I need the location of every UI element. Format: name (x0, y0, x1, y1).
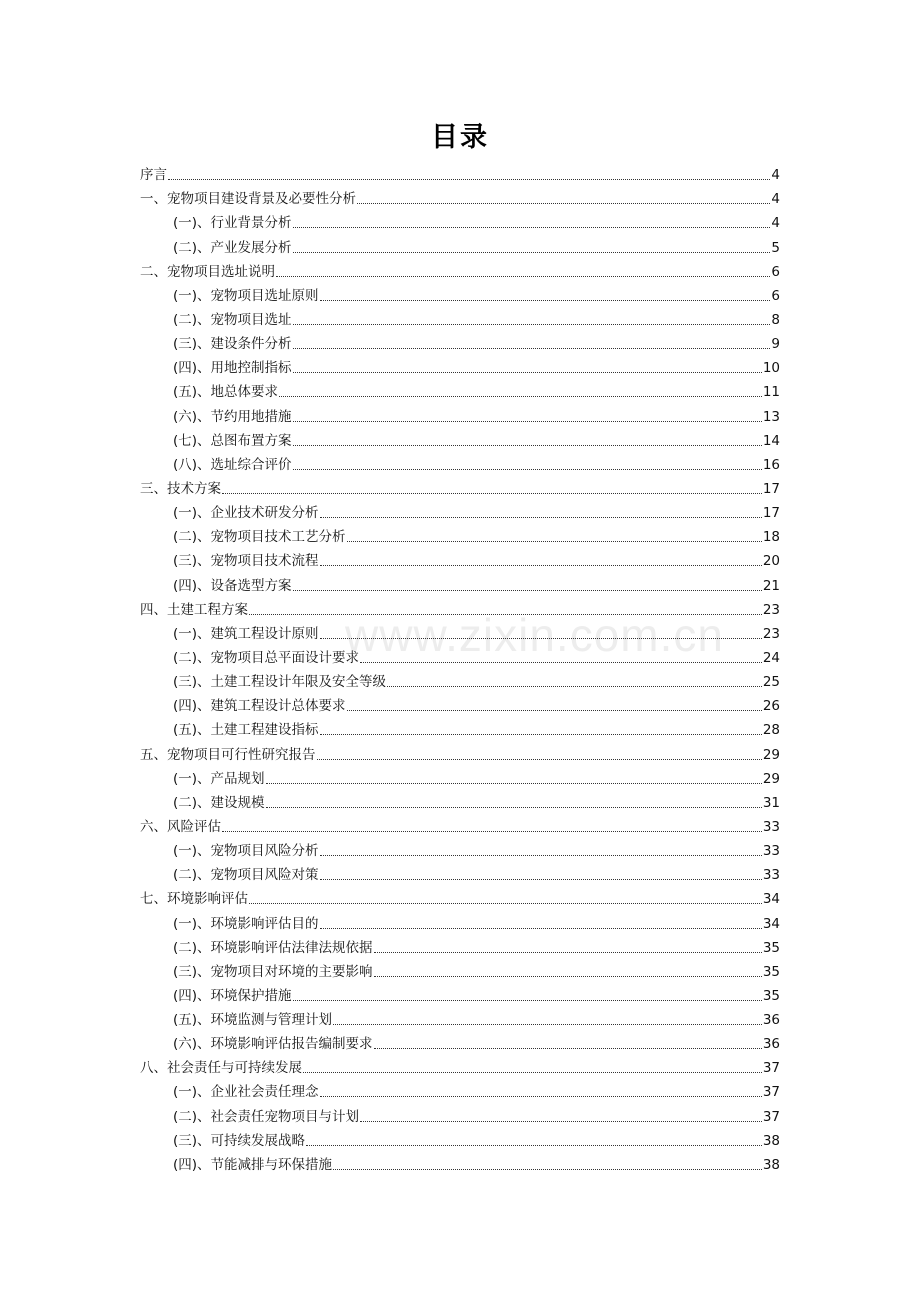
toc-subentry[interactable] (140, 1005, 780, 1029)
toc-subentry[interactable] (140, 546, 780, 570)
toc-subentry[interactable] (140, 933, 780, 957)
page-title: 目录 (431, 122, 489, 153)
toc-dot-leader (320, 843, 762, 856)
toc-page-number: 10 (762, 360, 780, 377)
toc-dot-leader (320, 288, 771, 301)
toc-dot-leader (293, 409, 762, 422)
toc-subentry[interactable] (140, 715, 780, 739)
toc-entry-label: 七、环境影响评估 (140, 891, 248, 908)
toc-page-number: 33 (762, 867, 780, 884)
toc-subentry[interactable] (140, 522, 780, 546)
toc-subentry[interactable] (140, 281, 780, 305)
toc-dot-leader (374, 964, 762, 977)
toc-subentry[interactable] (140, 570, 780, 594)
toc-subentry[interactable] (140, 329, 780, 353)
toc-page-number: 31 (762, 794, 780, 811)
toc-page-number: 38 (762, 1156, 780, 1173)
toc-subentry[interactable] (140, 450, 780, 474)
toc-entry-label: (三)、土建工程设计年限及安全等级 (173, 674, 387, 691)
toc-entry-label: (二)、宠物项目选址 (173, 311, 292, 328)
toc-page-number: 17 (762, 480, 780, 497)
toc-page-number: 37 (762, 1084, 780, 1101)
toc-subentry[interactable] (140, 981, 780, 1005)
toc-page-number: 29 (762, 770, 780, 787)
toc-subentry[interactable] (140, 401, 780, 425)
toc-page-number: 25 (762, 674, 780, 691)
toc-subentry[interactable] (140, 377, 780, 401)
toc-dot-leader (320, 505, 762, 518)
toc-page-number: 37 (762, 1060, 780, 1077)
toc-page-number: 6 (771, 263, 780, 280)
toc-entry-label: (一)、环境影响评估目的 (173, 915, 319, 932)
toc-entry-label: (四)、环境保护措施 (173, 987, 292, 1004)
toc-subentry[interactable] (140, 788, 780, 812)
toc-entry-label: (五)、土建工程建设指标 (173, 722, 319, 739)
toc-entry-label: (四)、节能减排与环保措施 (173, 1156, 333, 1173)
toc-subentry[interactable] (140, 619, 780, 643)
toc-page-number: 34 (762, 915, 780, 932)
toc-page-number: 24 (762, 649, 780, 666)
toc-subentry[interactable] (140, 426, 780, 450)
toc-dot-leader (249, 891, 762, 904)
toc-dot-leader (293, 457, 762, 470)
toc-subentry[interactable] (140, 908, 780, 932)
toc-entry-label: 六、风险评估 (140, 818, 221, 835)
toc-dot-leader (320, 1084, 762, 1097)
toc-dot-leader (293, 988, 762, 1001)
toc-entry-label: (一)、行业背景分析 (173, 215, 292, 232)
toc-entry-label: (八)、选址综合评价 (173, 456, 292, 473)
toc-subentry[interactable] (140, 1077, 780, 1101)
toc-subentry[interactable] (140, 1101, 780, 1125)
toc-dot-leader (320, 867, 762, 880)
toc-entry-label: (二)、宠物项目总平面设计要求 (173, 649, 360, 666)
toc-dot-leader (317, 747, 762, 760)
toc-dot-leader (306, 1133, 762, 1146)
toc-entry-label: 四、土建工程方案 (140, 601, 248, 618)
toc-entry-label: (一)、宠物项目选址原则 (173, 287, 319, 304)
toc-dot-leader (293, 312, 771, 325)
toc-entry-label: (二)、产业发展分析 (173, 239, 292, 256)
toc-entry-label: (一)、企业社会责任理念 (173, 1084, 319, 1101)
toc-dot-leader (347, 698, 762, 711)
toc-page-number: 33 (762, 843, 780, 860)
toc-dot-leader (293, 578, 762, 591)
toc-page-number: 9 (771, 336, 780, 353)
toc-entry[interactable] (140, 184, 780, 208)
toc-subentry[interactable] (140, 1150, 780, 1174)
toc-dot-leader (293, 360, 762, 373)
toc-entry-label: (三)、建设条件分析 (173, 336, 292, 353)
toc-dot-leader (293, 336, 771, 349)
toc-entry-label: (七)、总图布置方案 (173, 432, 292, 449)
toc-page-number: 36 (762, 1036, 780, 1053)
toc-subentry[interactable] (140, 1029, 780, 1053)
toc-entry-label: 三、技术方案 (140, 480, 221, 497)
toc-entry-label: (一)、建筑工程设计原则 (173, 625, 319, 642)
toc-subentry[interactable] (140, 643, 780, 667)
toc-entry-label: (三)、可持续发展战略 (173, 1132, 306, 1149)
toc-page-number: 13 (762, 408, 780, 425)
toc-subentry[interactable] (140, 1126, 780, 1150)
toc-dot-leader (168, 167, 770, 180)
toc-page-number: 35 (762, 939, 780, 956)
toc-dot-leader (374, 940, 762, 953)
toc-entry-label: 八、社会责任与可持续发展 (140, 1060, 302, 1077)
toc-dot-leader (374, 1036, 762, 1049)
toc-dot-leader (279, 384, 762, 397)
toc-entry-label: (一)、企业技术研发分析 (173, 505, 319, 522)
toc-page-number: 29 (762, 746, 780, 763)
toc-entry[interactable] (140, 257, 780, 281)
toc-dot-leader (320, 626, 762, 639)
toc-entry-label: (六)、节约用地措施 (173, 408, 292, 425)
toc-entry-label: 五、宠物项目可行性研究报告 (140, 746, 316, 763)
toc-dot-leader (333, 1012, 762, 1025)
toc-entry-label: (二)、社会责任宠物项目与计划 (173, 1108, 360, 1125)
toc-entry-label: (二)、宠物项目风险对策 (173, 867, 319, 884)
toc-dot-leader (360, 1109, 762, 1122)
toc-page-number: 35 (762, 963, 780, 980)
toc-page-number: 37 (762, 1108, 780, 1125)
toc-dot-leader (222, 819, 762, 832)
toc-page-number: 38 (762, 1132, 780, 1149)
toc-entry[interactable] (140, 160, 780, 184)
toc-page-number: 23 (762, 601, 780, 618)
toc-entry-label: (二)、环境影响评估法律法规依据 (173, 939, 373, 956)
toc-page-number: 11 (762, 384, 780, 401)
toc-page-number: 17 (762, 505, 780, 522)
toc-entry-label: (三)、宠物项目技术流程 (173, 553, 319, 570)
toc-entry-label: (四)、建筑工程设计总体要求 (173, 698, 346, 715)
toc-dot-leader (293, 215, 771, 228)
toc-entry-label: (二)、建设规模 (173, 794, 265, 811)
toc-dot-leader (266, 795, 762, 808)
toc-page-number: 23 (762, 625, 780, 642)
toc-dot-leader (266, 771, 762, 784)
toc-page-number: 8 (771, 311, 780, 328)
toc-dot-leader (249, 602, 762, 615)
toc-page-number: 21 (762, 577, 780, 594)
toc-dot-leader (333, 1157, 762, 1170)
toc-entry[interactable] (140, 739, 780, 763)
toc-dot-leader (360, 650, 762, 663)
toc-subentry[interactable] (140, 860, 780, 884)
toc-page-number: 34 (762, 891, 780, 908)
toc-subentry[interactable] (140, 353, 780, 377)
toc-entry-label: (一)、产品规划 (173, 770, 265, 787)
toc-page-number: 4 (771, 167, 780, 184)
toc-entry-label: (五)、地总体要求 (173, 384, 279, 401)
toc-entry[interactable] (140, 812, 780, 836)
toc-page-number: 20 (762, 553, 780, 570)
toc-dot-leader (387, 674, 762, 687)
toc-page-number: 14 (762, 432, 780, 449)
toc-entry[interactable] (140, 1053, 780, 1077)
toc-entry-label: (一)、宠物项目风险分析 (173, 843, 319, 860)
toc-entry-label: (四)、设备选型方案 (173, 577, 292, 594)
watermark: www.zixin.com.cn (345, 609, 724, 661)
toc-subentry[interactable] (140, 305, 780, 329)
toc-page-number: 18 (762, 529, 780, 546)
toc-subentry[interactable] (140, 764, 780, 788)
toc-subentry[interactable] (140, 691, 780, 715)
toc-page-number: 33 (762, 818, 780, 835)
toc-entry-label: 序言 (140, 167, 167, 184)
toc-dot-leader (320, 916, 762, 929)
toc-dot-leader (222, 481, 762, 494)
toc-page-number: 5 (771, 239, 780, 256)
toc-dot-leader (303, 1060, 762, 1073)
toc-dot-leader (293, 433, 762, 446)
toc-dot-leader (320, 553, 762, 566)
toc-entry-label: (三)、宠物项目对环境的主要影响 (173, 963, 373, 980)
toc-page-number: 4 (771, 215, 780, 232)
toc-entry-label: (六)、环境影响评估报告编制要求 (173, 1036, 373, 1053)
toc-dot-leader (276, 264, 770, 277)
toc-subentry[interactable] (140, 498, 780, 522)
toc-page-number: 16 (762, 456, 780, 473)
toc-entry-label: 二、宠物项目选址说明 (140, 263, 275, 280)
table-of-contents (140, 160, 780, 1174)
toc-page-number: 6 (771, 287, 780, 304)
toc-page-number: 28 (762, 722, 780, 739)
toc-subentry[interactable] (140, 667, 780, 691)
toc-entry[interactable] (140, 595, 780, 619)
toc-dot-leader (293, 240, 771, 253)
toc-subentry[interactable] (140, 208, 780, 232)
toc-entry-label: 一、宠物项目建设背景及必要性分析 (140, 191, 356, 208)
toc-subentry[interactable] (140, 836, 780, 860)
toc-subentry[interactable] (140, 957, 780, 981)
toc-entry-label: (五)、环境监测与管理计划 (173, 1012, 333, 1029)
toc-entry[interactable] (140, 884, 780, 908)
toc-entry-label: (二)、宠物项目技术工艺分析 (173, 529, 346, 546)
toc-dot-leader (320, 722, 762, 735)
toc-entry-label: (四)、用地控制指标 (173, 360, 292, 377)
toc-entry[interactable] (140, 474, 780, 498)
toc-dot-leader (347, 529, 762, 542)
toc-page-number: 35 (762, 987, 780, 1004)
toc-page-number: 36 (762, 1012, 780, 1029)
toc-page-number: 4 (771, 191, 780, 208)
toc-page-number: 26 (762, 698, 780, 715)
toc-subentry[interactable] (140, 232, 780, 256)
toc-dot-leader (357, 191, 770, 204)
